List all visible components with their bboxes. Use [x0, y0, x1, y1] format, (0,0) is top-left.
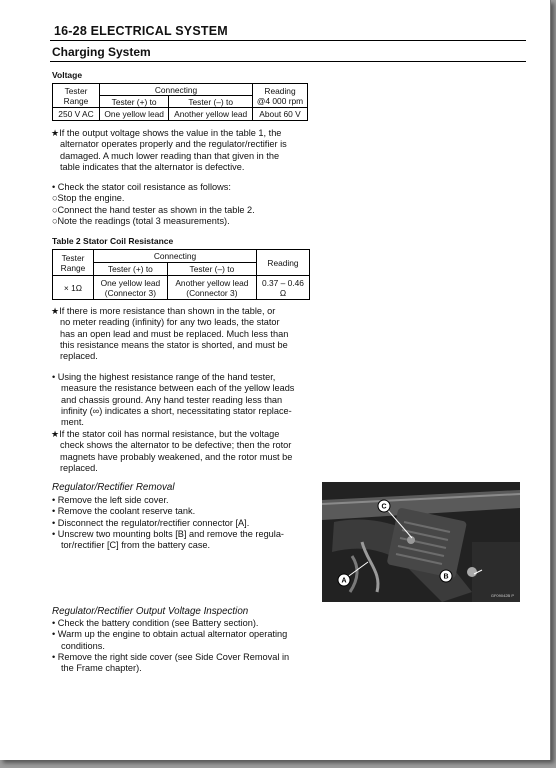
vt-head-reading [253, 84, 308, 108]
note-line: magnets have probably weakened, and the rotor must be [60, 451, 293, 462]
vt-head-reading-2: @4 000 rpm [256, 95, 304, 106]
vt-head-tester [53, 84, 100, 108]
note-line: replaced. [60, 462, 98, 473]
resistance-result-note [51, 306, 288, 362]
removal-steps [52, 495, 284, 551]
note-line: ★If there is more resistance than shown in the table, or [51, 306, 276, 316]
vt-head-minus: Tester (–) to [169, 96, 253, 108]
ground-check-step [52, 372, 294, 428]
st-head-tester [53, 250, 94, 276]
vt-head-connecting: Connecting [100, 84, 253, 96]
voltage-table [52, 83, 308, 121]
step-line: measure the resistance between each of the yellow leads [61, 383, 295, 394]
callout-b: B [443, 573, 449, 581]
vt-head-reading-1: Reading [264, 85, 296, 96]
step-line: • Check the stator coil resistance as follows: [52, 182, 231, 192]
note-line: this resistance means the stator is shorted, and must be [60, 339, 288, 350]
st-cell-reading [257, 276, 310, 300]
note-line: no meter reading (infinity) for any two leads, the stator [60, 317, 280, 328]
vt-cell-reading: About 60 V [253, 108, 308, 121]
section-rule [50, 61, 526, 62]
note-line: ★If the stator coil has normal resistance, but the voltage [51, 429, 280, 439]
st-cell-minus-2: (Connector 3) [186, 287, 238, 298]
removal-title: Regulator/Rectifier Removal [52, 482, 175, 493]
note-line: check shows the alternator to be defective; then the rotor [60, 440, 292, 451]
page-header: 16-28 ELECTRICAL SYSTEM [54, 24, 228, 38]
note-line: ★If the output voltage shows the value in the table 1, the [51, 128, 282, 138]
vt-head-tester-2: Range [63, 95, 89, 106]
st-cell-reading-1: 0.37 – 0.46 [262, 277, 304, 288]
st-head-reading: Reading [257, 250, 310, 276]
st-head-connecting: Connecting [94, 250, 257, 263]
step-line: ○Connect the hand tester as shown in the table 2. [52, 204, 255, 215]
step-line: ment. [61, 417, 84, 428]
header-rule [50, 40, 526, 41]
step-line: • Using the highest resistance range of the hand tester, [52, 372, 276, 382]
step-line: • Remove the coolant reserve tank. [52, 506, 196, 517]
note-line: replaced. [60, 351, 98, 362]
st-head-minus: Tester (–) to [167, 263, 256, 276]
step-line: • Check the battery condition (see Battery section). [52, 618, 259, 628]
callout-a: A [341, 577, 347, 585]
step-line: the Frame chapter). [61, 663, 142, 674]
vt-head-plus: Tester (+) to [100, 96, 169, 108]
step-line: • Unscrew two mounting bolts [B] and remove the regula- [52, 528, 284, 539]
note-line: damaged. A much lower reading than that given in the [60, 150, 280, 161]
rotor-note [51, 429, 292, 474]
vt-cell-minus: Another yellow lead [169, 108, 253, 121]
voltage-table-label: Voltage [52, 70, 83, 80]
st-cell-plus [94, 276, 168, 300]
st-cell-range: × 1Ω [53, 276, 94, 300]
stator-table [52, 249, 310, 300]
st-cell-reading-2: Ω [279, 287, 287, 298]
st-cell-plus-2: (Connector 3) [104, 287, 156, 298]
note-line: alternator operates properly and the regulator/rectifier is [60, 139, 287, 150]
regulator-photo-illustration [322, 482, 520, 602]
note-line: has an open lead and must be replaced. Much less than [60, 328, 289, 339]
st-head-tester-1: Tester [61, 252, 85, 263]
vt-head-tester-1: Tester [64, 85, 88, 96]
vt-cell-plus: One yellow lead [100, 108, 169, 121]
inspection-title: Regulator/Rectifier Output Voltage Inspection [52, 606, 249, 617]
st-cell-plus-1: One yellow lead [100, 277, 161, 288]
step-line: infinity (∞) indicates a short, necessitating stator replace- [61, 405, 292, 416]
vt-cell-range: 250 V AC [53, 108, 100, 121]
step-line: tor/rectifier [C] from the battery case. [61, 540, 211, 551]
step-line: ○Note the readings (total 3 measurements). [52, 215, 230, 226]
stator-check-steps [52, 182, 255, 227]
photo-code: GF09042B P [490, 593, 514, 598]
regulator-photo [322, 482, 520, 602]
st-cell-minus [167, 276, 256, 300]
st-cell-minus-1: Another yellow lead [175, 277, 249, 288]
stator-table-label: Table 2 Stator Coil Resistance [52, 236, 174, 246]
step-line: • Warm up the engine to obtain actual alternator operating [52, 629, 288, 640]
section-title: Charging System [52, 45, 151, 59]
st-head-plus: Tester (+) to [94, 263, 168, 276]
callout-c: C [381, 503, 387, 511]
step-line: conditions. [61, 640, 105, 651]
voltage-result-note [51, 128, 287, 173]
note-line: table indicates that the alternator is defective. [60, 161, 245, 172]
step-line: ○Stop the engine. [52, 193, 125, 204]
inspection-steps [52, 618, 289, 674]
step-line: • Remove the right side cover (see Side Cover Removal in [52, 651, 290, 662]
st-head-tester-2: Range [60, 262, 86, 273]
step-line: • Remove the left side cover. [52, 495, 169, 505]
step-line: and chassis ground. Any hand tester reading less than [61, 394, 283, 405]
step-line: • Disconnect the regulator/rectifier connector [A]. [52, 517, 250, 528]
